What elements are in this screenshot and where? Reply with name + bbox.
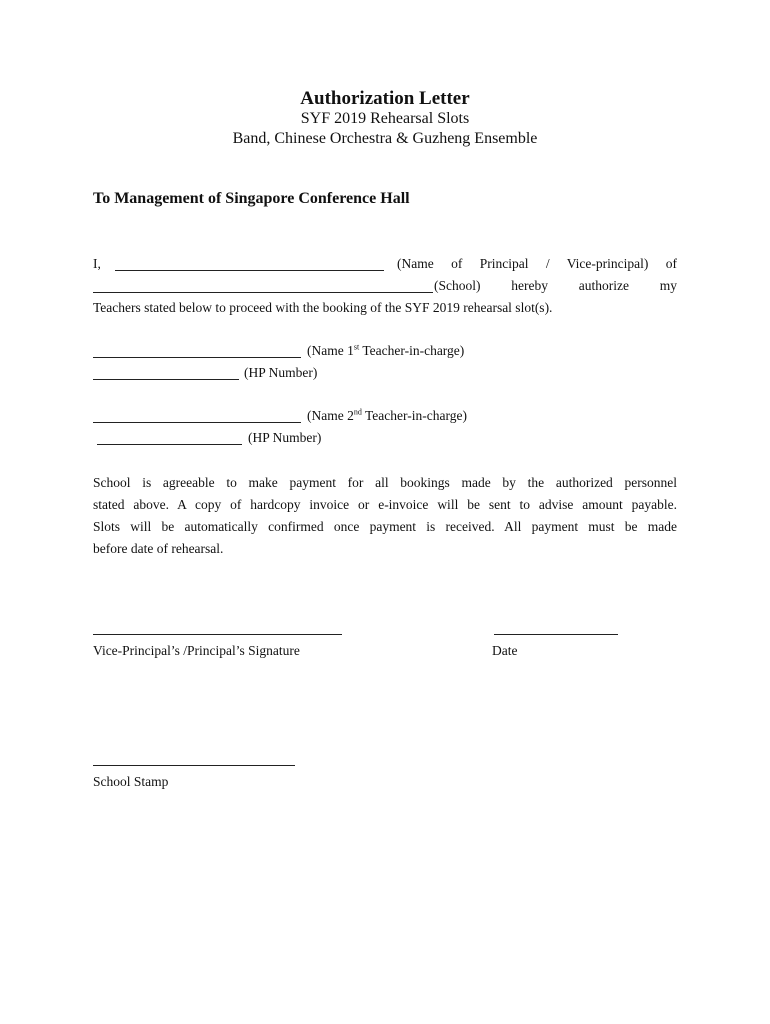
signature-line [93, 634, 342, 635]
date-label: Date [492, 643, 518, 658]
payment-line: stated above. A copy of hardcopy invoice or e-invoice will be sent to advise amount payable. [93, 497, 677, 512]
teacher2-name-blank [93, 422, 301, 423]
teachers-statement: Teachers stated below to proceed with the booking of the SYF 2019 rehearsal slot(s). [93, 300, 553, 315]
stamp-line [93, 765, 295, 766]
payment-paragraph [93, 472, 677, 560]
stamp-label: School Stamp [93, 774, 169, 789]
payment-line: before date of rehearsal. [93, 541, 224, 556]
payment-line: School is agreeable to make payment for all bookings made by the authorized personnel [93, 475, 677, 490]
hereby-word: hereby [511, 278, 548, 293]
school-word: (School) [434, 278, 481, 293]
authorize-word: authorize [578, 278, 629, 293]
salutation: To Management of Singapore Conference Hall [93, 190, 410, 207]
signature-label: Vice-Principal’s /Principal’s Signature [93, 643, 300, 658]
teacher1-hp-label: (HP Number) [244, 365, 318, 380]
school-authorize-row [434, 278, 677, 294]
my-word: my [659, 278, 677, 293]
school-name-blank [93, 292, 433, 293]
i-label: I, [93, 256, 101, 271]
document-subtitle-groups: Band, Chinese Orchestra & Guzheng Ensemble [232, 130, 538, 147]
teacher1-name-blank [93, 357, 301, 358]
payment-line: Slots will be automatically confirmed once payment is received. All payment must be made [93, 519, 677, 534]
date-line [494, 634, 618, 635]
teacher1-name-label: (Name 1st Teacher-in-charge) [307, 342, 465, 358]
teacher1-hp-blank [93, 379, 239, 380]
document-title: Authorization Letter [300, 88, 470, 109]
teacher2-name-label: (Name 2nd Teacher-in-charge) [307, 407, 467, 423]
principal-name-blank [115, 270, 384, 271]
name-role-text: (Name of Principal / Vice-principal) of [397, 256, 677, 271]
document-subtitle-event: SYF 2019 Rehearsal Slots [300, 110, 470, 127]
teacher2-hp-blank [97, 444, 242, 445]
teacher2-hp-label: (HP Number) [248, 430, 322, 445]
